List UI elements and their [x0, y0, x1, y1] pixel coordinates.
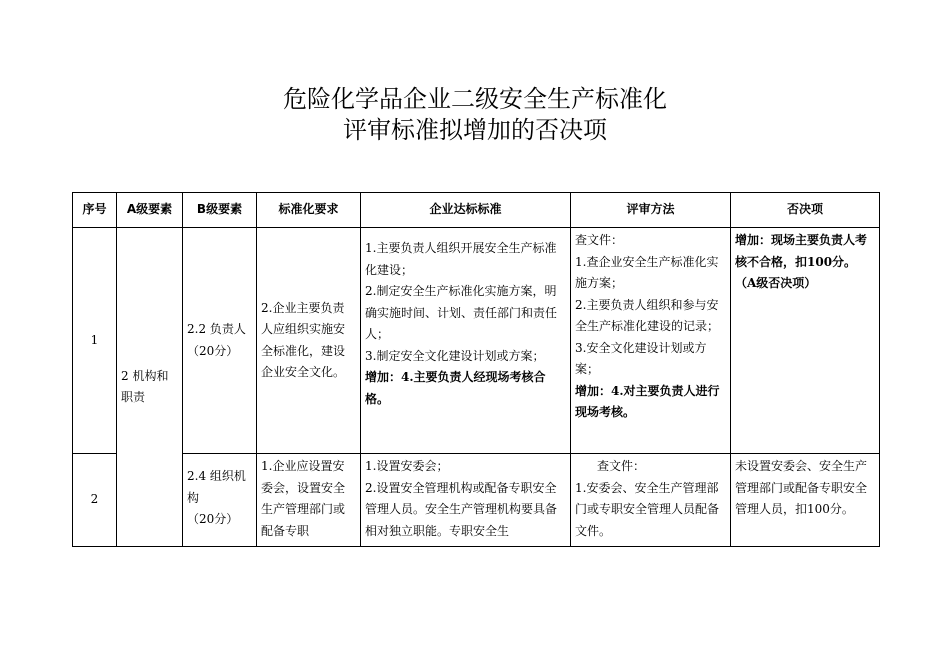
standard-cell: [361, 454, 571, 547]
method-added-item: 增加：4.对主要负责人进行现场考核。: [575, 383, 720, 419]
veto-cell: [731, 454, 880, 547]
method-cell: [571, 228, 731, 454]
requirement-text: 1.企业应设置安委会，设置安全生产管理部门或配备专职: [261, 459, 346, 538]
method-item: 查文件：: [597, 459, 646, 473]
b-element-name: 2.4 组织机构: [187, 469, 246, 505]
veto-cell: [731, 228, 880, 454]
requirement-cell: [257, 454, 361, 547]
b-element-cell: [183, 228, 257, 454]
method-item: 1.安委会、安全生产管理部门或专职安全管理人员配备文件。: [575, 480, 720, 538]
method-cell: [571, 454, 731, 547]
table-row: [73, 228, 880, 454]
standard-item: 1.主要负责人组织开展安全生产标准化建设；: [365, 241, 557, 277]
criteria-table: [72, 192, 880, 547]
title-line-2: 评审标准拟增加的否决项: [343, 116, 607, 144]
standard-item: 2.制定安全生产标准化实施方案，明确实施时间、计划、责任部门和责任人；: [365, 284, 558, 341]
row-number: 1: [73, 228, 117, 454]
header-no: 序号: [73, 193, 117, 228]
veto-text: 未设置安委会、安全生产管理部门或配备专职安全管理人员，扣100分。: [735, 459, 868, 516]
a-element-cell: [117, 228, 183, 547]
b-element-score: （20分）: [187, 512, 239, 526]
b-element-name: 2.2 负责人: [187, 322, 246, 336]
requirement-cell: [257, 228, 361, 454]
header-row: [73, 193, 880, 228]
table-row: [73, 454, 880, 547]
requirement-text: 2.企业主要负责人应组织实施安全标准化，建设企业安全文化。: [261, 300, 346, 379]
header-requirement: 标准化要求: [257, 193, 361, 228]
method-item: 1.查企业安全生产标准化实施方案；: [575, 254, 719, 290]
standard-item: 2.设置安全管理机构或配备专职安全管理人员。安全生产管理机构要具备相对独立职能。专职安全生: [365, 480, 558, 538]
title-line-1: 危险化学品企业二级安全生产标准化: [283, 85, 667, 113]
header-method: 评审方法: [571, 193, 731, 228]
method-item: 查文件：: [575, 233, 624, 247]
method-item: 3.安全文化建设计划或方案；: [575, 340, 707, 376]
veto-text: 增加：现场主要负责人考核不合格，扣100分。: [735, 233, 868, 269]
header-standard: 企业达标标准: [361, 193, 571, 228]
standard-cell: [361, 228, 571, 454]
standard-item: 1.设置安委会；: [365, 459, 449, 473]
veto-grade: （A级否决项）: [735, 276, 817, 290]
b-element-score: （20分）: [187, 343, 239, 358]
standard-added-item: 增加：4.主要负责人经现场考核合格。: [365, 370, 546, 406]
row-number: 2: [73, 454, 117, 547]
a-element-text: 2 机构和职责: [121, 368, 169, 404]
method-item: 2.主要负责人组织和参与安全生产标准化建设的记录；: [575, 297, 720, 333]
standard-item: 3.制定安全文化建设计划或方案；: [365, 348, 545, 363]
header-veto: 否决项: [731, 193, 880, 228]
b-element-cell: [183, 454, 257, 547]
document-title: [0, 84, 950, 146]
header-a-element: A级要素: [117, 193, 183, 228]
header-b-element: B级要素: [183, 193, 257, 228]
